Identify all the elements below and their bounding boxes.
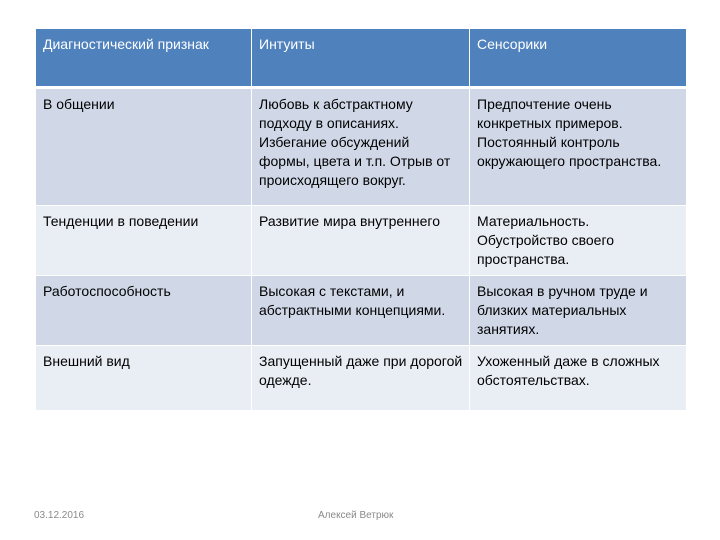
header-sensors: Сенсорики: [470, 29, 686, 89]
header-row: [36, 29, 686, 89]
row-criterion: Работоспособность: [36, 276, 252, 346]
footer-date: 03.12.2016: [34, 510, 85, 521]
table-header: [36, 29, 686, 89]
row-sensors-cell: Ухоженный даже в сложных обстоятельствах.: [470, 346, 686, 411]
row-criterion: В общении: [36, 89, 252, 206]
table-row: [36, 89, 686, 206]
header-intuitives: Интуиты: [252, 29, 470, 89]
comparison-table: [36, 29, 686, 411]
row-intuitives-cell: Высокая с текстами, и абстрактными концепциями.: [252, 276, 470, 346]
row-sensors-cell: Материальность. Обустройство своего пространства.: [470, 206, 686, 276]
row-intuitives-cell: Развитие мира внутреннего: [252, 206, 470, 276]
footer-author: Алексей Ветрюк: [318, 510, 394, 521]
table-row: [36, 206, 686, 276]
header-criterion: Диагностический признак: [36, 29, 252, 89]
table-row: [36, 276, 686, 346]
row-criterion: Внешний вид: [36, 346, 252, 411]
row-sensors-cell: Высокая в ручном труде и близких материальных занятиях.: [470, 276, 686, 346]
row-criterion: Тенденции в поведении: [36, 206, 252, 276]
row-sensors-cell: Предпочтение очень конкретных примеров. Постоянный контроль окружающего пространства.: [470, 89, 686, 206]
row-intuitives-cell: Запущенный даже при дорогой одежде.: [252, 346, 470, 411]
table-row: [36, 346, 686, 411]
row-intuitives-cell: Любовь к абстрактному подходу в описаниях. Избегание обсуждений формы, цвета и т.п. Отрыв от происходящего вокруг.: [252, 89, 470, 206]
table-body: [36, 89, 686, 411]
